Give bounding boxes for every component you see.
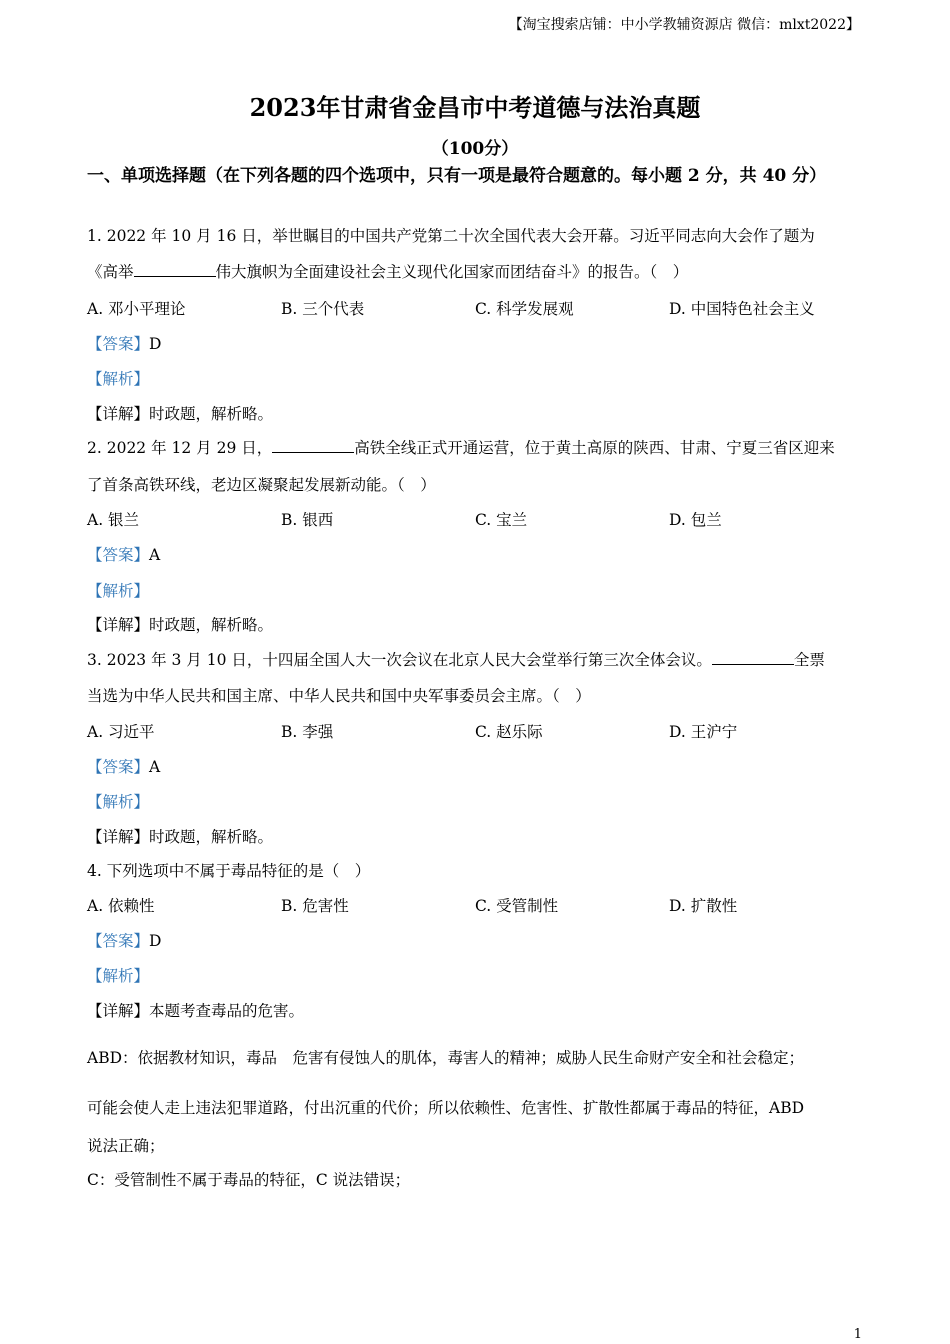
q2-option-c: C. 宝兰 xyxy=(475,511,528,529)
section-heading: 一、单项选择题（在下列各题的四个选项中，只有一项是最符合题意的。每小题 2 分，共 40 分） xyxy=(87,166,827,186)
q1-answer xyxy=(87,332,161,354)
question-3-prefix: 3. 2023 年 3 月 10 日，十四届全国人大一次会议在北京人民大会堂举行第三次全体会议。 xyxy=(87,651,712,669)
question-3-line-1 xyxy=(87,648,825,670)
q2-option-b: B. 银西 xyxy=(281,511,334,529)
answer-value: A xyxy=(149,546,161,564)
question-1-line-2 xyxy=(87,260,688,282)
q3-analysis-label: 【解析】 xyxy=(87,793,150,811)
q2-analysis-label: 【解析】 xyxy=(87,582,150,600)
q3-option-a: A. 习近平 xyxy=(87,723,155,741)
question-2-line-2: 了首条高铁环线，老边区凝聚起发展新动能。（ ） xyxy=(87,476,436,494)
q1-option-a: A. 邓小平理论 xyxy=(87,300,186,318)
header-note: 【淘宝搜索店铺：中小学教辅资源店 微信：mlxt2022】 xyxy=(508,17,860,33)
q3-option-c: C. 赵乐际 xyxy=(475,723,543,741)
detail-text: 时政题，解析略。 xyxy=(149,405,274,423)
detail-text: 本题考查毒品的危害。 xyxy=(149,1002,305,1020)
detail-label: 【详解】 xyxy=(87,1002,150,1020)
detail-label: 【详解】 xyxy=(87,405,150,423)
question-3-suffix: 全票 xyxy=(793,651,825,669)
answer-value: D xyxy=(149,932,162,950)
q3-answer xyxy=(87,755,160,777)
detail-label: 【详解】 xyxy=(87,616,150,634)
question-2-prefix: 2. 2022 年 12 月 29 日， xyxy=(87,439,273,457)
q4-option-a: A. 依赖性 xyxy=(87,897,155,915)
detail-label: 【详解】 xyxy=(87,828,150,846)
detail-text: 时政题，解析略。 xyxy=(149,828,274,846)
question-1-suffix: 伟大旗帜为全面建设社会主义现代化国家而团结奋斗》的报告。（ ） xyxy=(215,263,689,281)
fill-blank xyxy=(134,262,216,277)
answer-value: A xyxy=(149,758,161,776)
q2-detail xyxy=(87,613,273,635)
q1-option-c: C. 科学发展观 xyxy=(475,300,574,318)
answer-label: 【答案】 xyxy=(87,335,150,353)
q4-answer xyxy=(87,929,161,951)
question-2-line-1 xyxy=(87,436,835,458)
question-2-suffix: 高铁全线正式开通运营，位于黄土高原的陕西、甘肃、宁夏三省区迎来 xyxy=(354,439,835,457)
q1-option-d: D. 中国特色社会主义 xyxy=(669,300,815,318)
answer-label: 【答案】 xyxy=(87,932,150,950)
q4-explanation-line-4: C：受管制性不属于毒品的特征，C 说法错误； xyxy=(87,1171,411,1189)
q4-detail xyxy=(87,999,304,1021)
fill-blank xyxy=(712,650,794,665)
question-1-prefix: 《高举 xyxy=(87,263,134,281)
detail-text: 时政题，解析略。 xyxy=(149,616,274,634)
q1-detail xyxy=(87,402,273,424)
fill-blank xyxy=(272,438,354,453)
q4-explanation-line-1: ABD：依据教材知识，毒品 危害有侵蚀人的肌体，毒害人的精神；威胁人民生命财产安全和社会稳定； xyxy=(87,1049,805,1067)
q3-option-b: B. 李强 xyxy=(281,723,334,741)
q1-option-b: B. 三个代表 xyxy=(281,300,365,318)
q4-option-c: C. 受管制性 xyxy=(475,897,559,915)
q3-detail xyxy=(87,825,273,847)
page-title: 2023年甘肃省金昌市中考道德与法治真题 xyxy=(249,93,701,122)
q2-option-d: D. 包兰 xyxy=(669,511,722,529)
q4-explanation-line-2: 可能会使人走上违法犯罪道路，付出沉重的代价；所以依赖性、危害性、扩散性都属于毒品的特征，ABD xyxy=(87,1099,805,1117)
page-number: 1 xyxy=(853,1327,862,1342)
q2-answer xyxy=(87,543,160,565)
answer-label: 【答案】 xyxy=(87,546,150,564)
q2-option-a: A. 银兰 xyxy=(87,511,140,529)
question-4-line-1: 4. 下列选项中不属于毒品特征的是（ ） xyxy=(87,862,371,880)
q4-explanation-line-3: 说法正确； xyxy=(87,1137,165,1155)
q4-option-b: B. 危害性 xyxy=(281,897,349,915)
total-score: （100分） xyxy=(431,139,519,159)
answer-label: 【答案】 xyxy=(87,758,150,776)
q3-option-d: D. 王沪宁 xyxy=(669,723,738,741)
question-1-line-1: 1. 2022 年 10 月 16 日，举世瞩目的中国共产党第二十次全国代表大会开幕。习近平同志向大会作了题为 xyxy=(87,227,815,245)
q4-analysis-label: 【解析】 xyxy=(87,967,150,985)
q1-analysis-label: 【解析】 xyxy=(87,370,150,388)
q4-option-d: D. 扩散性 xyxy=(669,897,738,915)
question-3-line-2: 当选为中华人民共和国主席、中华人民共和国中央军事委员会主席。（ ） xyxy=(87,687,591,705)
answer-value: D xyxy=(149,335,162,353)
